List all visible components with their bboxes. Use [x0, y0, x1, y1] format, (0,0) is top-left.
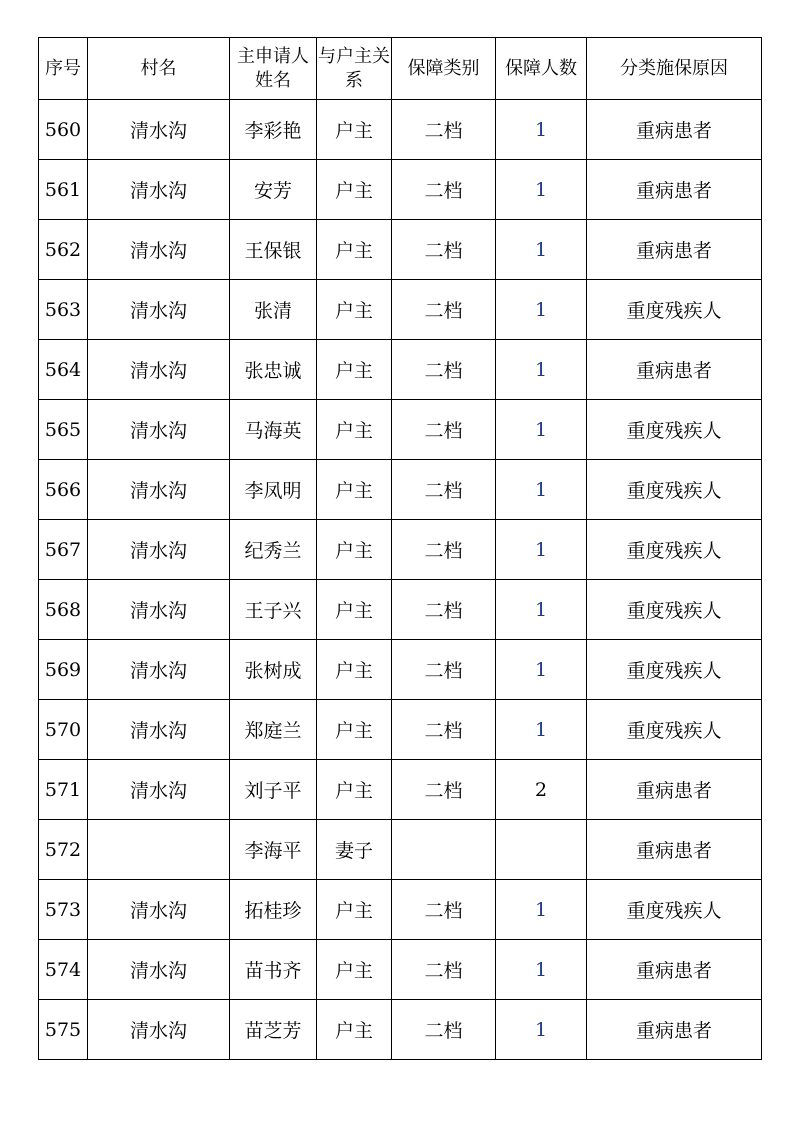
cell-applicant-name: 拓桂珍 — [230, 880, 317, 940]
cell-category: 二档 — [392, 340, 496, 400]
cell-reason: 重病患者 — [587, 820, 762, 880]
header-category: 保障类别 — [392, 38, 496, 100]
cell-relation: 户主 — [317, 400, 392, 460]
table-row — [39, 340, 762, 400]
table-row — [39, 580, 762, 640]
cell-seq: 560 — [39, 100, 88, 160]
cell-category: 二档 — [392, 400, 496, 460]
cell-seq: 564 — [39, 340, 88, 400]
cell-category: 二档 — [392, 880, 496, 940]
cell-relation: 户主 — [317, 160, 392, 220]
cell-reason: 重度残疾人 — [587, 280, 762, 340]
cell-village: 清水沟 — [88, 220, 230, 280]
cell-applicant-name: 王子兴 — [230, 580, 317, 640]
cell-seq: 571 — [39, 760, 88, 820]
cell-seq: 568 — [39, 580, 88, 640]
cell-village: 清水沟 — [88, 280, 230, 340]
cell-relation: 户主 — [317, 640, 392, 700]
assistance-roster-table — [38, 37, 762, 1060]
table-row — [39, 460, 762, 520]
cell-category: 二档 — [392, 760, 496, 820]
cell-applicant-name: 马海英 — [230, 400, 317, 460]
cell-reason: 重度残疾人 — [587, 460, 762, 520]
cell-village: 清水沟 — [88, 520, 230, 580]
cell-seq: 573 — [39, 880, 88, 940]
cell-reason: 重度残疾人 — [587, 580, 762, 640]
cell-category: 二档 — [392, 520, 496, 580]
cell-reason: 重病患者 — [587, 160, 762, 220]
cell-seq: 565 — [39, 400, 88, 460]
table-row — [39, 700, 762, 760]
cell-relation: 户主 — [317, 1000, 392, 1060]
cell-applicant-name: 苗书齐 — [230, 940, 317, 1000]
table-row — [39, 880, 762, 940]
header-reason: 分类施保原因 — [587, 38, 762, 100]
cell-relation: 户主 — [317, 580, 392, 640]
table-row — [39, 520, 762, 580]
cell-category: 二档 — [392, 100, 496, 160]
cell-village: 清水沟 — [88, 760, 230, 820]
cell-seq: 574 — [39, 940, 88, 1000]
table-row — [39, 220, 762, 280]
table-row — [39, 820, 762, 880]
cell-relation: 户主 — [317, 880, 392, 940]
header-count: 保障人数 — [496, 38, 587, 100]
cell-count — [496, 820, 587, 880]
cell-category: 二档 — [392, 700, 496, 760]
cell-category: 二档 — [392, 460, 496, 520]
cell-count: 1 — [496, 160, 587, 220]
cell-relation: 户主 — [317, 280, 392, 340]
cell-village: 清水沟 — [88, 340, 230, 400]
cell-applicant-name: 刘子平 — [230, 760, 317, 820]
cell-village: 清水沟 — [88, 460, 230, 520]
table-row — [39, 760, 762, 820]
cell-applicant-name: 张树成 — [230, 640, 317, 700]
cell-category — [392, 820, 496, 880]
cell-count: 1 — [496, 1000, 587, 1060]
header-applicant: 主申请人姓名 — [230, 38, 317, 100]
cell-reason: 重度残疾人 — [587, 640, 762, 700]
cell-count: 1 — [496, 280, 587, 340]
cell-count: 1 — [496, 400, 587, 460]
cell-applicant-name: 李凤明 — [230, 460, 317, 520]
table-row — [39, 1000, 762, 1060]
cell-seq: 562 — [39, 220, 88, 280]
header-seq: 序号 — [39, 38, 88, 100]
cell-relation: 户主 — [317, 220, 392, 280]
cell-applicant-name: 安芳 — [230, 160, 317, 220]
cell-count: 1 — [496, 880, 587, 940]
table-row — [39, 160, 762, 220]
header-relation: 与户主关系 — [317, 38, 392, 100]
cell-relation: 户主 — [317, 700, 392, 760]
cell-count: 1 — [496, 460, 587, 520]
cell-village — [88, 820, 230, 880]
cell-reason: 重度残疾人 — [587, 700, 762, 760]
cell-village: 清水沟 — [88, 880, 230, 940]
cell-category: 二档 — [392, 280, 496, 340]
cell-relation: 户主 — [317, 460, 392, 520]
cell-applicant-name: 苗芝芳 — [230, 1000, 317, 1060]
cell-applicant-name: 李海平 — [230, 820, 317, 880]
header-village: 村名 — [88, 38, 230, 100]
cell-reason: 重度残疾人 — [587, 520, 762, 580]
cell-count: 1 — [496, 700, 587, 760]
cell-reason: 重病患者 — [587, 100, 762, 160]
cell-count: 1 — [496, 580, 587, 640]
cell-village: 清水沟 — [88, 400, 230, 460]
cell-seq: 575 — [39, 1000, 88, 1060]
cell-count: 1 — [496, 220, 587, 280]
cell-village: 清水沟 — [88, 580, 230, 640]
cell-applicant-name: 李彩艳 — [230, 100, 317, 160]
cell-relation: 户主 — [317, 520, 392, 580]
cell-reason: 重度残疾人 — [587, 400, 762, 460]
cell-applicant-name: 王保银 — [230, 220, 317, 280]
cell-reason: 重病患者 — [587, 340, 762, 400]
table-row — [39, 100, 762, 160]
table-row — [39, 280, 762, 340]
cell-category: 二档 — [392, 220, 496, 280]
cell-category: 二档 — [392, 580, 496, 640]
cell-applicant-name: 张忠诚 — [230, 340, 317, 400]
cell-village: 清水沟 — [88, 940, 230, 1000]
cell-relation: 妻子 — [317, 820, 392, 880]
cell-relation: 户主 — [317, 760, 392, 820]
cell-count: 1 — [496, 640, 587, 700]
cell-count: 1 — [496, 940, 587, 1000]
cell-village: 清水沟 — [88, 640, 230, 700]
table-row — [39, 940, 762, 1000]
header-row — [39, 38, 762, 100]
cell-count: 2 — [496, 760, 587, 820]
cell-category: 二档 — [392, 640, 496, 700]
cell-count: 1 — [496, 520, 587, 580]
cell-reason: 重病患者 — [587, 940, 762, 1000]
cell-relation: 户主 — [317, 100, 392, 160]
cell-category: 二档 — [392, 160, 496, 220]
cell-applicant-name: 郑庭兰 — [230, 700, 317, 760]
cell-relation: 户主 — [317, 940, 392, 1000]
cell-seq: 563 — [39, 280, 88, 340]
cell-seq: 570 — [39, 700, 88, 760]
cell-applicant-name: 张清 — [230, 280, 317, 340]
cell-reason: 重度残疾人 — [587, 880, 762, 940]
cell-village: 清水沟 — [88, 100, 230, 160]
cell-applicant-name: 纪秀兰 — [230, 520, 317, 580]
cell-seq: 572 — [39, 820, 88, 880]
cell-village: 清水沟 — [88, 1000, 230, 1060]
cell-seq: 569 — [39, 640, 88, 700]
cell-count: 1 — [496, 100, 587, 160]
table-row — [39, 400, 762, 460]
cell-count: 1 — [496, 340, 587, 400]
cell-reason: 重病患者 — [587, 1000, 762, 1060]
cell-seq: 567 — [39, 520, 88, 580]
cell-village: 清水沟 — [88, 160, 230, 220]
cell-category: 二档 — [392, 940, 496, 1000]
cell-reason: 重病患者 — [587, 220, 762, 280]
cell-village: 清水沟 — [88, 700, 230, 760]
cell-reason: 重病患者 — [587, 760, 762, 820]
cell-category: 二档 — [392, 1000, 496, 1060]
cell-seq: 561 — [39, 160, 88, 220]
cell-seq: 566 — [39, 460, 88, 520]
cell-relation: 户主 — [317, 340, 392, 400]
table-row — [39, 640, 762, 700]
